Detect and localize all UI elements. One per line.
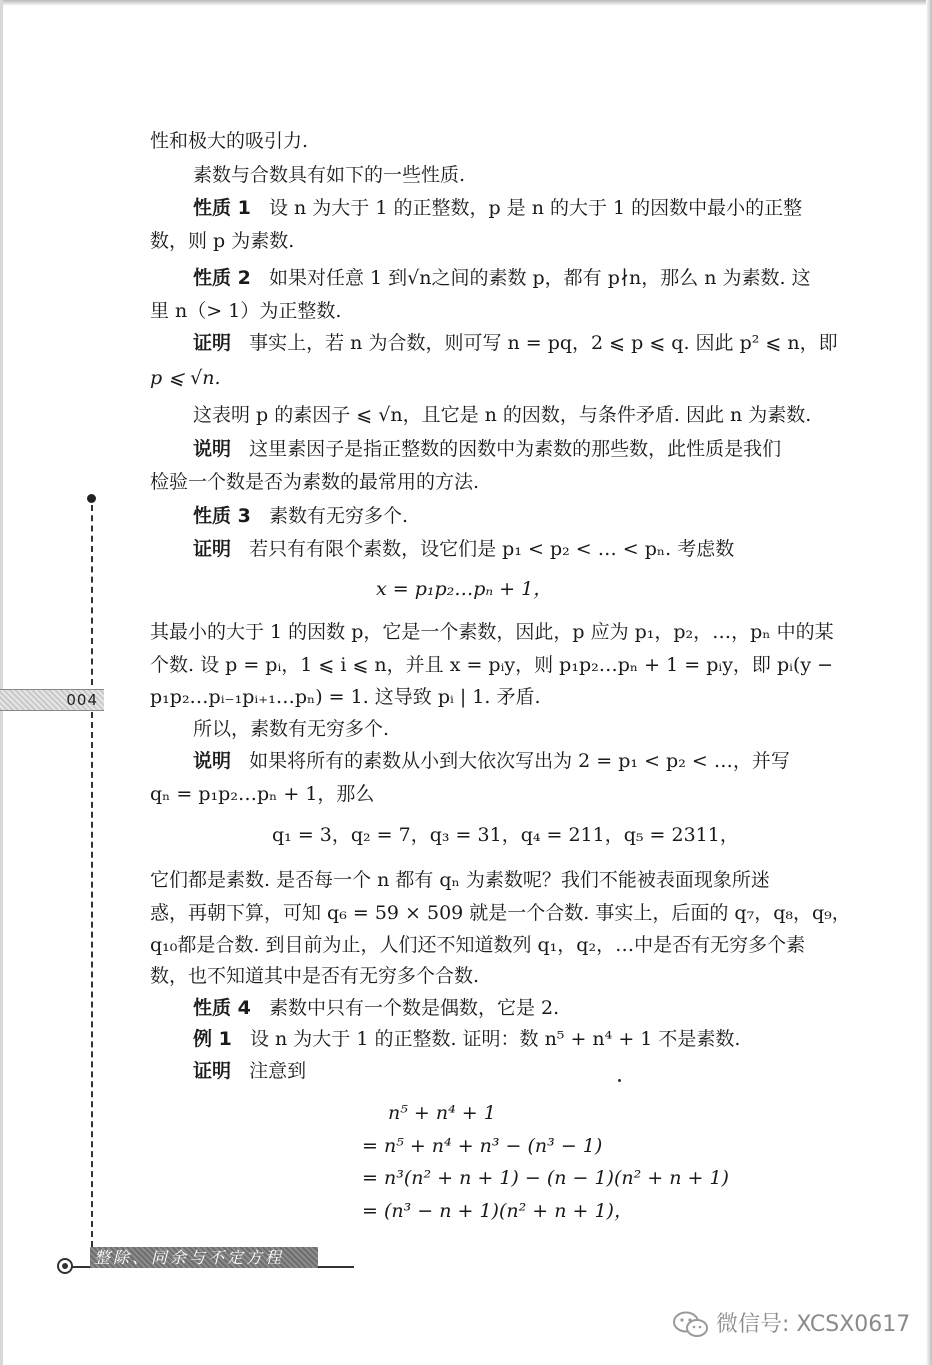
label-proof: 证明 xyxy=(193,538,232,560)
text-line: p ⩽ √n. xyxy=(150,367,221,389)
label-property-4: 性质 4 xyxy=(193,997,251,1019)
wechat-icon xyxy=(671,1309,711,1341)
paragraph-line xyxy=(193,436,781,462)
equation: x = p₁p₂…pₙ + 1， xyxy=(376,578,553,600)
paragraph-line xyxy=(193,995,559,1021)
text-line: 它们都是素数. 是否每一个 n 都有 qₙ 为素数呢？我们不能被表面现象所迷 xyxy=(150,869,770,891)
text-line: 检验一个数是否为素数的最常用的方法. xyxy=(150,471,480,493)
text-line: 所以，素数有无穷多个. xyxy=(193,718,390,740)
equation: q₁ = 3，q₂ = 7，q₃ = 31，q₄ = 211，q₅ = 2311， xyxy=(272,824,739,846)
label-example-1: 例 1 xyxy=(193,1028,232,1050)
text-line: 惑，再朝下算，可知 q₆ = 59 × 509 就是一个合数. 事实上，后面的 q₇，q₈，q₉， xyxy=(150,902,851,924)
label-note: 说明 xyxy=(193,750,232,772)
paragraph-line xyxy=(193,536,734,562)
text-line: 如果将所有的素数从小到大依次写出为 2 = p₁ < p₂ < …，并写 xyxy=(249,750,790,772)
text-line: 设 n 为大于 1 的正整数，p 是 n 的大于 1 的因数中最小的正整 xyxy=(268,197,803,219)
page-number-tab xyxy=(0,689,104,711)
text-line: 如果对任意 1 到√n之间的素数 p，都有 p∤n，那么 n 为素数. 这 xyxy=(268,267,811,289)
text-line: 这里素因子是指正整数的因数中为素数的那些数，此性质是我们 xyxy=(249,438,782,460)
text-line: 素数中只有一个数是偶数，它是 2. xyxy=(268,997,560,1019)
margin-dot xyxy=(87,494,96,503)
text-line: 数，也不知道其中是否有无穷多个合数. xyxy=(150,965,480,987)
footer-bar xyxy=(90,1247,318,1268)
text-line: 个数. 设 p = pᵢ，1 ⩽ i ⩽ n，并且 x = pᵢy，则 p₁p₂…pₙ + 1 = pᵢy，即 pᵢ(y − xyxy=(150,654,834,676)
text-line: 性和极大的吸引力. xyxy=(150,130,309,152)
text-line: 里 n（> 1）为正整数. xyxy=(150,300,342,322)
equation-line: = n⁵ + n⁴ + n³ − (n³ − 1) xyxy=(362,1135,603,1157)
text-line: 事实上，若 n 为合数，则可写 n = pq，2 ⩽ p ⩽ q. 因此 p² ⩽ n，即 xyxy=(249,332,838,354)
paragraph-line xyxy=(193,1058,306,1084)
text-line: 素数与合数具有如下的一些性质. xyxy=(193,164,466,186)
label-property-3: 性质 3 xyxy=(193,505,251,527)
margin-dashed-line-lower xyxy=(91,712,93,1247)
text-line: 注意到 xyxy=(249,1060,307,1082)
margin-dashed-line-upper xyxy=(91,505,93,685)
label-proof: 证明 xyxy=(193,1060,232,1082)
paragraph-line xyxy=(193,748,790,774)
paragraph-line xyxy=(193,503,408,529)
text-line: 设 n 为大于 1 的正整数. 证明：数 n⁵ + n⁴ + 1 不是素数. xyxy=(249,1028,741,1050)
scan-edge-top xyxy=(0,0,932,6)
equation-line: = n³(n² + n + 1) − (n − 1)(n² + n + 1) xyxy=(362,1167,729,1189)
text-line: 数，则 p 为素数. xyxy=(150,230,295,252)
label-note: 说明 xyxy=(193,438,232,460)
text-line: p₁p₂…pᵢ₋₁pᵢ₊₁…pₙ) = 1. 这导致 pᵢ | 1. 矛盾. xyxy=(150,686,541,708)
equation-line: n⁵ + n⁴ + 1 xyxy=(388,1102,496,1124)
label-property-1: 性质 1 xyxy=(193,197,251,219)
paragraph-line xyxy=(193,330,838,356)
book-title: 整除、同余与不定方程 xyxy=(94,1248,285,1267)
paragraph-line xyxy=(193,195,802,221)
text-line: qₙ = p₁p₂…pₙ + 1，那么 xyxy=(150,783,375,805)
text-line: q₁₀都是合数. 到目前为止，人们还不知道数列 q₁，q₂，…中是否有无穷多个素 xyxy=(150,934,806,956)
scan-edge-left xyxy=(0,0,3,1365)
text-line: 其最小的大于 1 的因数 p，它是一个素数，因此，p 应为 p₁，p₂，…，pₙ 中的某 xyxy=(150,621,834,643)
equation-line: = (n³ − n + 1)(n² + n + 1)， xyxy=(362,1200,633,1222)
text-line: 素数有无穷多个. xyxy=(268,505,409,527)
scan-edge-right xyxy=(926,0,932,1365)
watermark-text: 微信号: XCSX0617 xyxy=(716,1312,911,1337)
scan-speck xyxy=(618,1079,621,1082)
text-line: 这表明 p 的素因子 ⩽ √n，且它是 n 的因数，与条件矛盾. 因此 n 为素数. xyxy=(193,404,812,426)
paragraph-line xyxy=(193,1026,740,1052)
page-number: 004 xyxy=(66,691,98,709)
footer-circle-ornament xyxy=(57,1258,73,1274)
paragraph-line xyxy=(193,265,811,291)
label-proof: 证明 xyxy=(193,332,232,354)
text-line: 若只有有限个素数，设它们是 p₁ < p₂ < … < pₙ. 考虑数 xyxy=(249,538,735,560)
label-property-2: 性质 2 xyxy=(193,267,251,289)
